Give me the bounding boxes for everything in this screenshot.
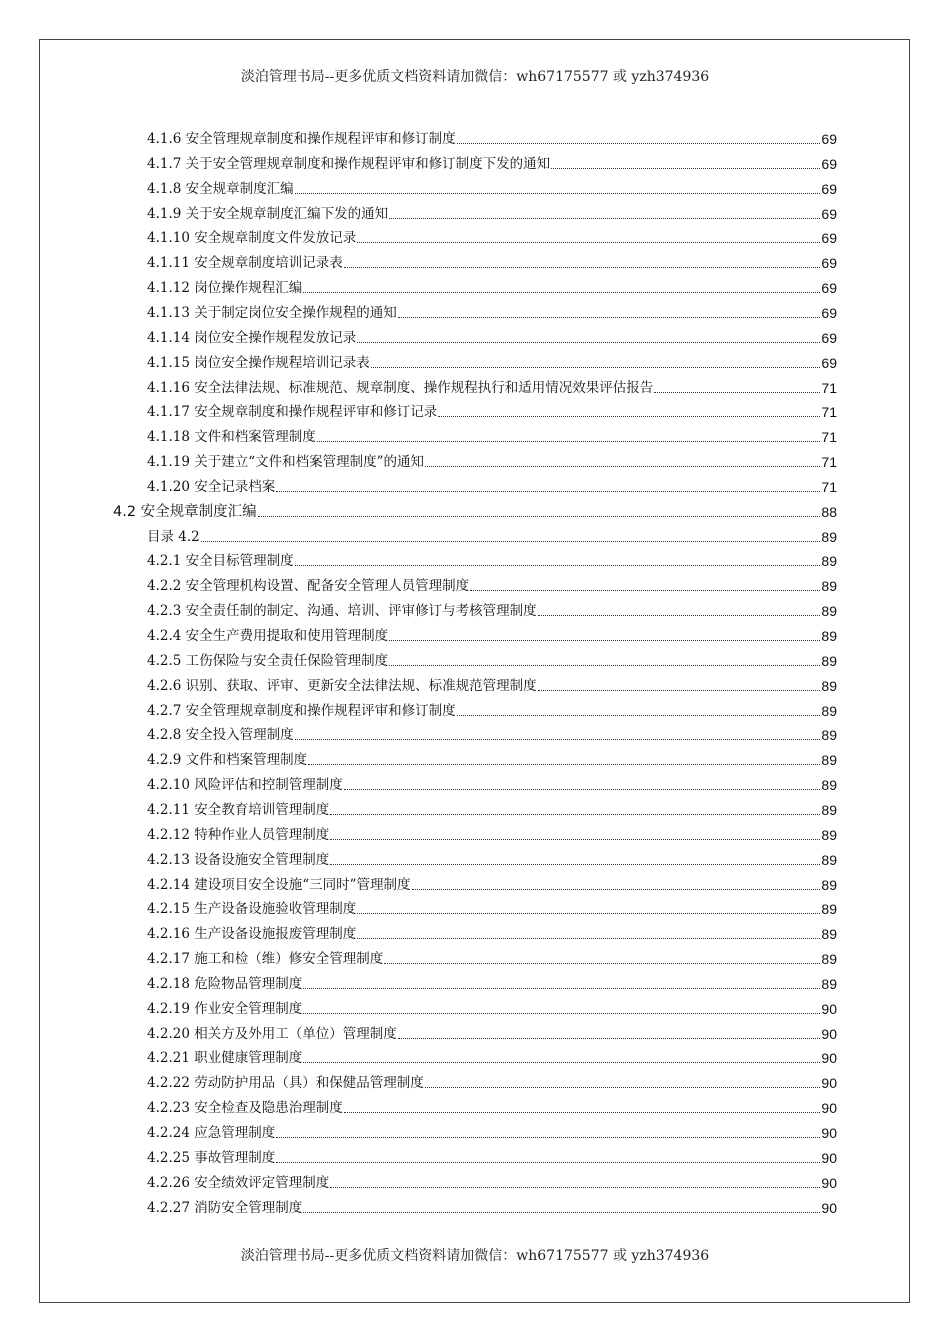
toc-page-number: 89 [821,702,837,719]
toc-entry-title: 4.1.15 岗位安全操作规程培训记录表 [147,354,370,371]
toc-page-number: 90 [821,1075,837,1092]
toc-page-number: 69 [821,255,837,272]
toc-dot-leader [276,1137,820,1138]
toc-dot-leader [330,1187,820,1188]
toc-entry[interactable] [147,250,837,272]
toc-page-number: 89 [821,553,837,570]
toc-page-number: 90 [821,1174,837,1191]
toc-page-number: 90 [821,1125,837,1141]
toc-entry-title: 4.2.2 安全管理机构设置、配备安全管理人员管理制度 [147,578,470,595]
toc-entry[interactable] [147,698,837,720]
toc-dot-leader [303,1212,820,1213]
toc-page-number: 71 [821,454,837,471]
toc-entry[interactable] [147,747,837,769]
toc-dot-leader [538,615,821,616]
toc-dot-leader [295,739,821,740]
toc-page-number: 90 [821,1100,837,1117]
toc-entry-title: 4.1.9 关于安全规章制度汇编下发的通知 [147,205,389,222]
toc-dot-leader [438,416,820,417]
toc-entry-title: 4.2.21 职业健康管理制度 [147,1050,303,1067]
toc-page-number: 89 [821,975,837,992]
toc-page-number: 90 [821,1050,837,1067]
toc-dot-leader [344,789,821,790]
toc-dot-leader [538,690,821,691]
toc-page-number: 89 [821,628,837,644]
toc-entry-title: 4.2.18 危险物品管理制度 [147,975,303,992]
toc-page-number: 89 [821,876,837,893]
toc-entry[interactable] [147,772,837,794]
toc-entry-title: 4.2.6 识别、获取、评审、更新安全法律法规、标准规范管理制度 [147,677,537,694]
toc-page-number: 89 [821,752,837,769]
toc-dot-leader [303,988,820,989]
page-header: 淡泊管理书局--更多优质文档资料请加微信：wh67175577 或 yzh374936 [240,69,710,85]
toc-page-number: 89 [821,926,837,943]
toc-dot-leader [457,715,821,716]
toc-page-number: 89 [821,677,837,694]
toc-entry-title: 4.2.13 设备设施安全管理制度 [147,851,330,868]
toc-entry[interactable] [147,797,837,819]
toc-dot-leader [295,565,821,566]
toc-dot-leader [357,938,820,939]
toc-entry-title: 4.1.13 关于制定岗位安全操作规程的通知 [147,304,397,321]
toc-entry-title: 4.2.14 建设项目安全设施“三同时”管理制度 [147,876,411,893]
toc-entry-title: 4.2.25 事故管理制度 [147,1149,276,1166]
toc-entry-title: 4.1.20 安全记录档案 [147,478,276,495]
toc-entry[interactable] [147,325,837,347]
toc-page-number: 89 [821,603,837,620]
toc-page-number: 90 [821,1000,837,1017]
toc-entry[interactable] [147,548,837,570]
toc-entry[interactable] [147,1120,837,1142]
toc-entry-title: 4.1.14 岗位安全操作规程发放记录 [147,329,357,346]
toc-entry[interactable] [147,623,837,645]
toc-page-number: 89 [821,951,837,968]
toc-entry-title: 4.1.17 安全规章制度和操作规程评审和修订记录 [147,404,438,421]
toc-entry-title: 4.1.7 关于安全管理规章制度和操作规程评审和修订制度下发的通知 [147,155,551,172]
toc-dot-leader [551,168,820,169]
toc-entry[interactable] [147,275,837,297]
toc-entry[interactable] [147,722,837,744]
toc-entry[interactable] [147,1045,837,1067]
toc-entry-title: 4.2.27 消防安全管理制度 [147,1199,303,1216]
toc-dot-leader [330,814,820,815]
toc-page-number: 69 [821,304,837,321]
toc-page-number: 89 [821,528,837,545]
toc-entry[interactable] [147,126,837,148]
toc-dot-leader [389,665,820,666]
toc-entry[interactable] [147,822,837,844]
toc-entry-title: 4.2.23 安全检查及隐患治理制度 [147,1100,343,1117]
toc-entry[interactable] [147,673,837,695]
toc-entry-title: 4.2.12 特种作业人员管理制度 [147,826,330,843]
toc-entry-title: 4.1.12 岗位操作规程汇编 [147,280,303,297]
toc-entry-title: 目录 4.2 [147,528,200,545]
toc-entry-title: 4.1.16 安全法律法规、标准规范、规章制度、操作规程执行和适用情况效果评估报告 [147,379,654,396]
toc-dot-leader [412,889,821,890]
toc-entry[interactable] [147,896,837,918]
toc-entry-title: 4.1.18 文件和档案管理制度 [147,429,316,446]
toc-entry[interactable] [147,946,837,968]
toc-page-number: 89 [821,727,837,744]
toc-entry-title: 4.1.8 安全规章制度汇编 [147,180,294,197]
toc-entry[interactable] [147,225,837,247]
toc-entry-title: 4.1.6 安全管理规章制度和操作规程评审和修订制度 [147,131,456,147]
toc-page-number: 69 [821,180,837,197]
toc-entry-title: 4.2.7 安全管理规章制度和操作规程评审和修订制度 [147,702,456,719]
toc-page-number: 69 [821,205,837,222]
toc-entry-title: 4.2.15 生产设备设施验收管理制度 [147,901,357,918]
toc-entry[interactable] [147,996,837,1018]
toc-page-number: 89 [821,851,837,868]
toc-page-number: 89 [821,901,837,918]
toc-entry[interactable] [147,847,837,869]
toc-dot-leader [344,267,821,268]
toc-entry[interactable] [147,971,837,993]
toc-dot-leader [457,143,821,144]
toc-page-number: 71 [821,478,837,495]
toc-entry-title: 4.2.11 安全教育培训管理制度 [147,801,330,818]
toc-entry[interactable] [147,151,837,173]
toc-entry[interactable] [147,648,837,670]
toc-entry[interactable] [113,499,837,521]
toc-page-number: 69 [821,354,837,371]
toc-entry-title: 4.1.10 安全规章制度文件发放记录 [147,230,357,247]
toc-dot-leader [330,839,820,840]
toc-dot-leader [303,1013,820,1014]
toc-entry-title: 4.2.22 劳动防护用品（具）和保健品管理制度 [147,1075,424,1092]
toc-page-number: 69 [821,329,837,346]
toc-entry-title: 4.2.20 相关方及外用工（单位）管理制度 [147,1025,397,1042]
toc-entry[interactable] [147,375,837,397]
toc-entry-title: 4.2.4 安全生产费用提取和使用管理制度 [147,628,389,644]
toc-entry[interactable] [147,176,837,198]
toc-dot-leader [425,466,820,467]
toc-entry-title: 4.2.10 风险评估和控制管理制度 [147,777,343,794]
toc-page-number: 89 [821,826,837,843]
toc-dot-leader [357,242,820,243]
toc-page-number: 69 [821,230,837,247]
toc-entry[interactable] [147,1170,837,1192]
toc-dot-leader [470,590,820,591]
toc-page-number: 88 [821,503,837,520]
toc-dot-leader [344,1112,821,1113]
page-footer: 淡泊管理书局--更多优质文档资料请加微信：wh67175577 或 yzh374936 [240,1248,710,1264]
toc-entry-title: 4.2.19 作业安全管理制度 [147,1000,303,1017]
toc-page-number: 89 [821,777,837,794]
toc-entry[interactable] [147,1021,837,1043]
toc-entry-title: 4.2.9 文件和档案管理制度 [147,752,308,769]
toc-dot-leader [398,1038,821,1039]
toc-entry[interactable] [147,872,837,894]
toc-entry[interactable] [147,424,837,446]
toc-entry[interactable] [147,350,837,372]
toc-dot-leader [295,193,821,194]
toc-dot-leader [425,1087,821,1088]
toc-dot-leader [398,317,821,318]
toc-dot-leader [303,1062,820,1063]
toc-page-number: 90 [821,1149,837,1166]
toc-entry[interactable] [147,524,837,546]
toc-page-number: 89 [821,578,837,595]
toc-entry-title: 4.2.17 施工和检（维）修安全管理制度 [147,951,384,968]
toc-dot-leader [276,491,820,492]
toc-dot-leader [201,541,821,542]
toc-entry[interactable] [147,1070,837,1092]
toc-entry-title: 4.2.1 安全目标管理制度 [147,553,294,570]
toc-entry[interactable] [147,921,837,943]
toc-entry[interactable] [147,201,837,223]
toc-entry[interactable] [147,573,837,595]
toc-page-number: 69 [821,280,837,297]
toc-dot-leader [317,441,821,442]
toc-entry-title: 4.2.26 安全绩效评定管理制度 [147,1174,330,1191]
toc-entry[interactable] [147,300,837,322]
toc-dot-leader [357,913,820,914]
toc-entry-title: 4.2.16 生产设备设施报废管理制度 [147,926,357,943]
toc-entry[interactable] [147,449,837,471]
toc-dot-leader [389,218,820,219]
toc-dot-leader [654,392,820,393]
toc-entry-title: 4.1.19 关于建立“文件和档案管理制度”的通知 [147,454,425,471]
toc-entry-title: 4.2.24 应急管理制度 [147,1125,276,1141]
toc-page-number: 69 [821,131,837,147]
toc-dot-leader [308,764,820,765]
toc-page-number: 90 [821,1025,837,1042]
toc-page-number: 71 [821,379,837,396]
toc-dot-leader [330,864,820,865]
toc-page-number: 71 [821,404,837,421]
toc-dot-leader [276,1162,820,1163]
toc-page-number: 90 [821,1199,837,1216]
toc-dot-leader [389,640,820,641]
toc-entry-title: 4.1.11 安全规章制度培训记录表 [147,255,343,272]
toc-page-number: 89 [821,801,837,818]
toc-entry-title: 4.2.3 安全责任制的制定、沟通、培训、评审修订与考核管理制度 [147,603,537,620]
toc-entry[interactable] [147,1145,837,1167]
toc-dot-leader [384,963,820,964]
toc-entry-title: 4.2.5 工伤保险与安全责任保险管理制度 [147,652,389,669]
toc-dot-leader [303,292,820,293]
toc-entry-title: 4.2.8 安全投入管理制度 [147,727,294,744]
toc-entry[interactable] [147,1095,837,1117]
toc-entry[interactable] [147,598,837,620]
toc-entry[interactable] [147,1195,837,1217]
toc-dot-leader [371,367,821,368]
toc-page-number: 69 [821,155,837,172]
toc-page-number: 71 [821,429,837,446]
toc-page-number: 89 [821,652,837,669]
toc-entry[interactable] [147,474,837,496]
toc-entry[interactable] [147,399,837,421]
toc-dot-leader [258,516,821,517]
toc-entry-title: 4.2 安全规章制度汇编 [113,503,257,520]
toc-dot-leader [357,342,820,343]
